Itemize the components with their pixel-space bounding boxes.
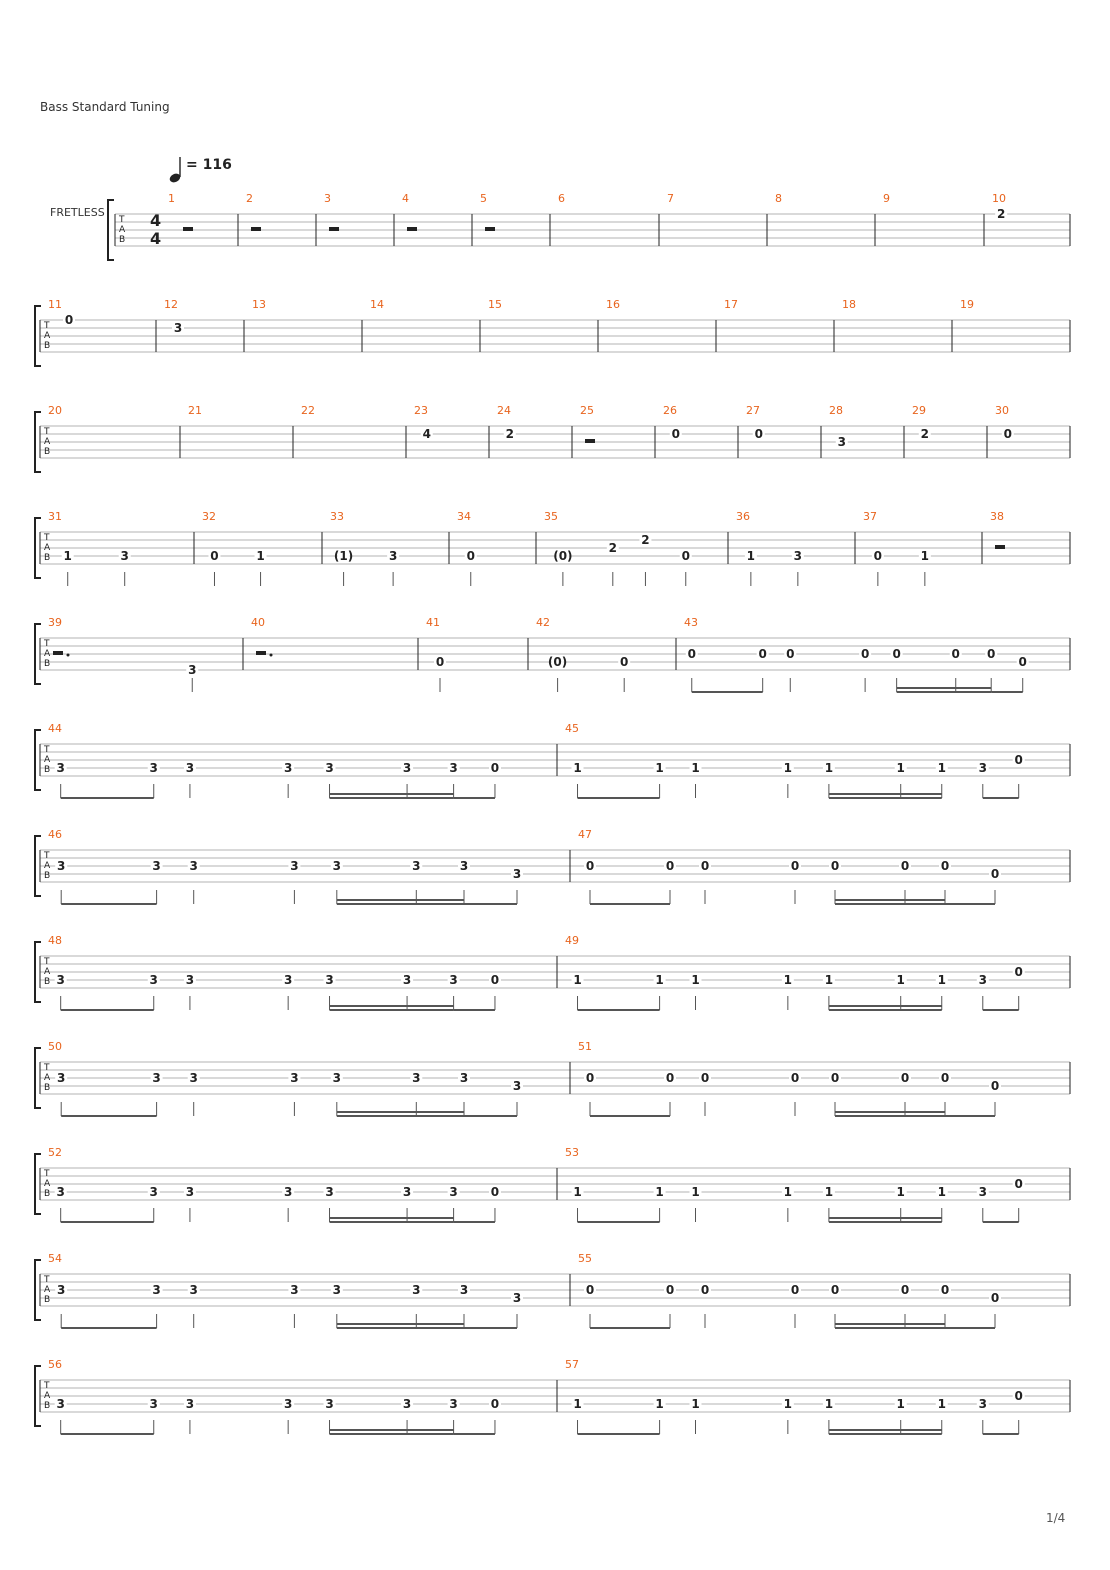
fret-number: 0 <box>700 1283 710 1297</box>
fret-number: 2 <box>505 427 514 441</box>
fret-number: 3 <box>149 1397 158 1411</box>
tab-clef-letter: A <box>44 1179 51 1189</box>
fret-number: 3 <box>290 1283 299 1297</box>
measure-number: 47 <box>578 828 592 841</box>
half-rest <box>183 227 193 231</box>
fret-number: 1 <box>937 761 946 775</box>
fret-number: 1 <box>896 973 905 987</box>
fret-number: 0 <box>210 549 219 563</box>
tab-clef-letter: A <box>44 1391 51 1401</box>
fret-number: 0 <box>990 867 1000 881</box>
fret-number: 0 <box>830 1071 840 1085</box>
fret-number: 3 <box>57 859 66 873</box>
fret-number: 1 <box>691 973 700 987</box>
page-number: 1/4 <box>1046 1511 1066 1525</box>
measure-number: 45 <box>565 722 579 735</box>
measure-number: 44 <box>48 722 62 735</box>
fret-number: 3 <box>332 1283 341 1297</box>
fret-number: 1 <box>824 1185 834 1199</box>
fret-number: 0 <box>830 1283 840 1297</box>
fret-number: 0 <box>620 655 629 669</box>
fret-number: 3 <box>189 859 198 873</box>
instrument-label: FRETLESS <box>50 206 105 219</box>
measure-number: 51 <box>578 1040 592 1053</box>
fret-number: 3 <box>283 761 293 775</box>
tab-clef-letter: B <box>44 1189 51 1199</box>
fret-number: 3 <box>412 1283 421 1297</box>
tab-clef-letter: A <box>44 755 51 765</box>
fret-number: 3 <box>512 1079 522 1093</box>
fret-number: 3 <box>459 1283 469 1297</box>
measure-number: 37 <box>863 510 877 523</box>
fret-number: (0) <box>553 549 573 563</box>
measure-number: 14 <box>370 298 384 311</box>
fret-number: 0 <box>64 313 74 327</box>
fret-number: 0 <box>951 647 960 661</box>
fret-number: 3 <box>978 761 987 775</box>
fret-number: 0 <box>1014 753 1023 767</box>
tab-clef-letter: A <box>44 649 51 659</box>
fret-number: 3 <box>402 973 412 987</box>
fret-number: 3 <box>412 1071 421 1085</box>
measure-number: 36 <box>736 510 750 523</box>
tab-clef-letter: T <box>44 851 50 861</box>
fret-number: 0 <box>687 647 696 661</box>
fret-number: 3 <box>449 761 458 775</box>
tab-clef-letter: T <box>44 427 50 437</box>
tab-clef-letter: A <box>44 1285 51 1295</box>
fret-number: 3 <box>57 1071 66 1085</box>
dot <box>67 654 70 657</box>
fret-number: 1 <box>655 761 664 775</box>
measure-number: 40 <box>251 616 265 629</box>
measure-number: 56 <box>48 1358 62 1371</box>
fret-number: 0 <box>892 647 901 661</box>
tab-clef-letter: T <box>44 957 50 967</box>
fret-number: 0 <box>466 549 475 563</box>
measure-number: 5 <box>480 192 487 205</box>
fret-number: 3 <box>173 321 183 335</box>
fret-number: 1 <box>655 973 664 987</box>
measure-number: 57 <box>565 1358 579 1371</box>
measure-number: 41 <box>426 616 440 629</box>
measure-number: 7 <box>667 192 674 205</box>
time-signature-bottom: 4 <box>150 229 162 248</box>
fret-number: 3 <box>283 1185 293 1199</box>
fret-number: 3 <box>189 1071 198 1085</box>
fret-number: 3 <box>449 1397 458 1411</box>
fret-number: 3 <box>56 761 65 775</box>
fret-number: 1 <box>783 1185 793 1199</box>
measure-number: 12 <box>164 298 178 311</box>
measure-number: 35 <box>544 510 558 523</box>
half-rest <box>485 227 495 231</box>
fret-number: 3 <box>325 973 334 987</box>
fret-number: 1 <box>783 761 793 775</box>
fret-number: 0 <box>873 549 883 563</box>
fret-number: 0 <box>665 859 675 873</box>
measure-number: 16 <box>606 298 620 311</box>
tab-clef-letter: T <box>44 533 50 543</box>
fret-number: 1 <box>896 761 905 775</box>
fret-number: 3 <box>837 435 846 449</box>
fret-number: 3 <box>283 1397 293 1411</box>
measure-number: 43 <box>684 616 698 629</box>
measure-number: 29 <box>912 404 926 417</box>
tab-clef-letter: T <box>44 639 50 649</box>
tab-clef-letter: B <box>44 659 51 669</box>
fret-number: 3 <box>459 1071 469 1085</box>
tab-clef-letter: A <box>44 1073 51 1083</box>
fret-number: 1 <box>746 549 756 563</box>
tab-clef-letter: B <box>44 977 51 987</box>
fret-number: 3 <box>402 761 412 775</box>
fret-number: 0 <box>1014 1389 1023 1403</box>
fret-number: 0 <box>665 1071 675 1085</box>
measure-number: 46 <box>48 828 62 841</box>
fret-number: 1 <box>824 761 834 775</box>
tab-clef-letter: A <box>44 437 51 447</box>
fret-number: 3 <box>402 1397 412 1411</box>
fret-number: 2 <box>997 207 1006 221</box>
fret-number: 0 <box>990 1291 1000 1305</box>
fret-number: 3 <box>402 1185 412 1199</box>
fret-number: 0 <box>790 1071 800 1085</box>
fret-number: 1 <box>783 973 793 987</box>
tab-clef-letter: A <box>119 225 126 235</box>
fret-number: 3 <box>56 1397 65 1411</box>
fret-number: 1 <box>256 549 265 563</box>
fret-number: 3 <box>56 1185 65 1199</box>
fret-number: 0 <box>490 973 500 987</box>
fret-number: 3 <box>185 1185 195 1199</box>
tab-clef-letter: A <box>44 967 51 977</box>
measure-number: 26 <box>663 404 677 417</box>
fret-number: 0 <box>940 1283 950 1297</box>
fret-number: 3 <box>120 549 129 563</box>
fret-number: 0 <box>786 647 795 661</box>
measure-number: 8 <box>775 192 782 205</box>
fret-number: 3 <box>57 1283 66 1297</box>
tab-clef-letter: B <box>44 1295 51 1305</box>
fret-number: 3 <box>449 1185 458 1199</box>
half-rest <box>995 545 1005 549</box>
tab-clef-letter: B <box>44 1401 51 1411</box>
measure-number: 18 <box>842 298 856 311</box>
measure-number: 31 <box>48 510 62 523</box>
tab-clef-letter: B <box>44 341 51 351</box>
fret-number: 1 <box>937 1185 946 1199</box>
measure-number: 2 <box>246 192 253 205</box>
fret-number: 2 <box>920 427 929 441</box>
half-rest <box>251 227 261 231</box>
measure-number: 21 <box>188 404 202 417</box>
fret-number: 1 <box>573 761 582 775</box>
tab-clef-letter: B <box>44 553 51 563</box>
fret-number: 3 <box>149 761 158 775</box>
fret-number: 3 <box>283 973 293 987</box>
fret-number: 3 <box>189 1283 198 1297</box>
measure-number: 50 <box>48 1040 62 1053</box>
fret-number: 0 <box>1014 1177 1023 1191</box>
fret-number: 0 <box>700 859 710 873</box>
fret-number: 0 <box>758 647 767 661</box>
system-bracket <box>108 200 114 260</box>
fret-number: 0 <box>990 1079 1000 1093</box>
tab-clef-letter: B <box>44 765 51 775</box>
measure-number: 22 <box>301 404 315 417</box>
tab-clef-letter: B <box>44 1083 51 1093</box>
tempo-marking: = 116 <box>186 157 232 173</box>
fret-number: 0 <box>1003 427 1012 441</box>
tab-clef-letter: T <box>44 1063 50 1073</box>
tab-clef-letter: A <box>44 331 51 341</box>
measure-number: 32 <box>202 510 216 523</box>
tab-clef-letter: B <box>119 235 126 245</box>
fret-number: 3 <box>188 663 197 677</box>
measure-number: 52 <box>48 1146 62 1159</box>
fret-number: 0 <box>585 1071 595 1085</box>
fret-number: 3 <box>152 859 161 873</box>
fret-number: 0 <box>585 1283 595 1297</box>
tab-clef-letter: B <box>44 871 51 881</box>
time-signature-top: 4 <box>150 211 162 230</box>
fret-number: 3 <box>325 1185 334 1199</box>
measure-number: 39 <box>48 616 62 629</box>
fret-number: 3 <box>290 1071 299 1085</box>
measure-number: 3 <box>324 192 331 205</box>
measure-number: 34 <box>457 510 471 523</box>
fret-number: 0 <box>900 1071 910 1085</box>
fret-number: 1 <box>691 761 700 775</box>
fret-number: 2 <box>608 541 617 555</box>
measure-number: 19 <box>960 298 974 311</box>
measure-number: 17 <box>724 298 738 311</box>
fret-number: 0 <box>490 1185 500 1199</box>
measure-number: 24 <box>497 404 511 417</box>
measure-number: 11 <box>48 298 62 311</box>
fret-number: 3 <box>149 1185 158 1199</box>
measure-number: 30 <box>995 404 1009 417</box>
fret-number: 1 <box>937 973 946 987</box>
fret-number: 3 <box>388 549 398 563</box>
measure-number: 25 <box>580 404 594 417</box>
fret-number: 3 <box>290 859 299 873</box>
fret-number: 0 <box>665 1283 675 1297</box>
fret-number: 1 <box>63 549 72 563</box>
fret-number: 1 <box>691 1185 700 1199</box>
fret-number: 0 <box>1014 965 1023 979</box>
half-rest <box>53 651 63 655</box>
measure-number: 4 <box>402 192 409 205</box>
fret-number: 1 <box>783 1397 793 1411</box>
half-rest <box>585 439 595 443</box>
fret-number: 0 <box>860 647 870 661</box>
tab-clef-letter: T <box>44 1381 50 1391</box>
fret-number: 3 <box>325 1397 334 1411</box>
measure-number: 13 <box>252 298 266 311</box>
fret-number: 1 <box>655 1397 664 1411</box>
measure-number: 1 <box>168 192 175 205</box>
fret-number: 0 <box>900 1283 910 1297</box>
half-rest <box>407 227 417 231</box>
fret-number: 2 <box>641 533 650 547</box>
tab-clef-letter: T <box>44 321 50 331</box>
measure-number: 23 <box>414 404 428 417</box>
measure-number: 55 <box>578 1252 592 1265</box>
measure-number: 10 <box>992 192 1006 205</box>
measure-number: 42 <box>536 616 550 629</box>
fret-number: 3 <box>978 1397 987 1411</box>
tuning-label: Bass Standard Tuning <box>40 100 170 114</box>
dot <box>270 654 273 657</box>
fret-number: (0) <box>547 655 568 669</box>
fret-number: 1 <box>573 1185 582 1199</box>
fret-number: 3 <box>978 1185 987 1199</box>
fret-number: 0 <box>1018 655 1027 669</box>
fret-number: 3 <box>978 973 987 987</box>
fret-number: 0 <box>900 859 910 873</box>
fret-number: 3 <box>512 867 522 881</box>
fret-number: 0 <box>790 1283 800 1297</box>
measure-number: 48 <box>48 934 62 947</box>
fret-number: (1) <box>333 549 354 563</box>
fret-number: 0 <box>940 1071 950 1085</box>
fret-number: 3 <box>152 1283 161 1297</box>
measure-number: 54 <box>48 1252 62 1265</box>
fret-number: 0 <box>490 1397 500 1411</box>
fret-number: 3 <box>793 549 803 563</box>
fret-number: 0 <box>585 859 595 873</box>
fret-number: 1 <box>920 549 930 563</box>
fret-number: 1 <box>573 973 582 987</box>
fret-number: 3 <box>459 859 469 873</box>
fret-number: 1 <box>896 1185 905 1199</box>
tab-clef-letter: B <box>44 447 51 457</box>
fret-number: 3 <box>152 1071 161 1085</box>
fret-number: 1 <box>937 1397 946 1411</box>
fret-number: 0 <box>830 859 840 873</box>
measure-number: 20 <box>48 404 62 417</box>
measure-number: 6 <box>558 192 565 205</box>
measure-number: 15 <box>488 298 502 311</box>
tab-clef-letter: T <box>119 215 125 225</box>
tab-clef-letter: A <box>44 543 51 553</box>
fret-number: 3 <box>449 973 458 987</box>
fret-number: 0 <box>435 655 445 669</box>
tab-clef-letter: T <box>44 1275 50 1285</box>
measure-number: 33 <box>330 510 344 523</box>
fret-number: 0 <box>940 859 950 873</box>
fret-number: 3 <box>185 973 195 987</box>
measure-number: 53 <box>565 1146 579 1159</box>
fret-number: 3 <box>185 761 195 775</box>
fret-number: 1 <box>573 1397 582 1411</box>
fret-number: 0 <box>790 859 800 873</box>
half-rest <box>329 227 339 231</box>
fret-number: 3 <box>325 761 334 775</box>
fret-number: 3 <box>332 859 341 873</box>
measure-number: 38 <box>990 510 1004 523</box>
fret-number: 3 <box>332 1071 341 1085</box>
fret-number: 3 <box>512 1291 522 1305</box>
fret-number: 0 <box>754 427 763 441</box>
fret-number: 3 <box>149 973 158 987</box>
fret-number: 1 <box>824 1397 834 1411</box>
fret-number: 1 <box>824 973 834 987</box>
fret-number: 0 <box>700 1071 710 1085</box>
fret-number: 3 <box>412 859 421 873</box>
fret-number: 3 <box>56 973 65 987</box>
fret-number: 1 <box>691 1397 700 1411</box>
measure-number: 49 <box>565 934 579 947</box>
fret-number: 1 <box>896 1397 905 1411</box>
measure-number: 9 <box>883 192 890 205</box>
tab-clef-letter: T <box>44 1169 50 1179</box>
measure-number: 28 <box>829 404 843 417</box>
fret-number: 1 <box>655 1185 664 1199</box>
half-rest <box>256 651 266 655</box>
tab-clef-letter: A <box>44 861 51 871</box>
fret-number: 3 <box>185 1397 195 1411</box>
fret-number: 0 <box>681 549 690 563</box>
fret-number: 0 <box>490 761 500 775</box>
fret-number: 0 <box>987 647 996 661</box>
fret-number: 4 <box>422 427 431 441</box>
tab-clef-letter: T <box>44 745 50 755</box>
measure-number: 27 <box>746 404 760 417</box>
fret-number: 0 <box>671 427 680 441</box>
